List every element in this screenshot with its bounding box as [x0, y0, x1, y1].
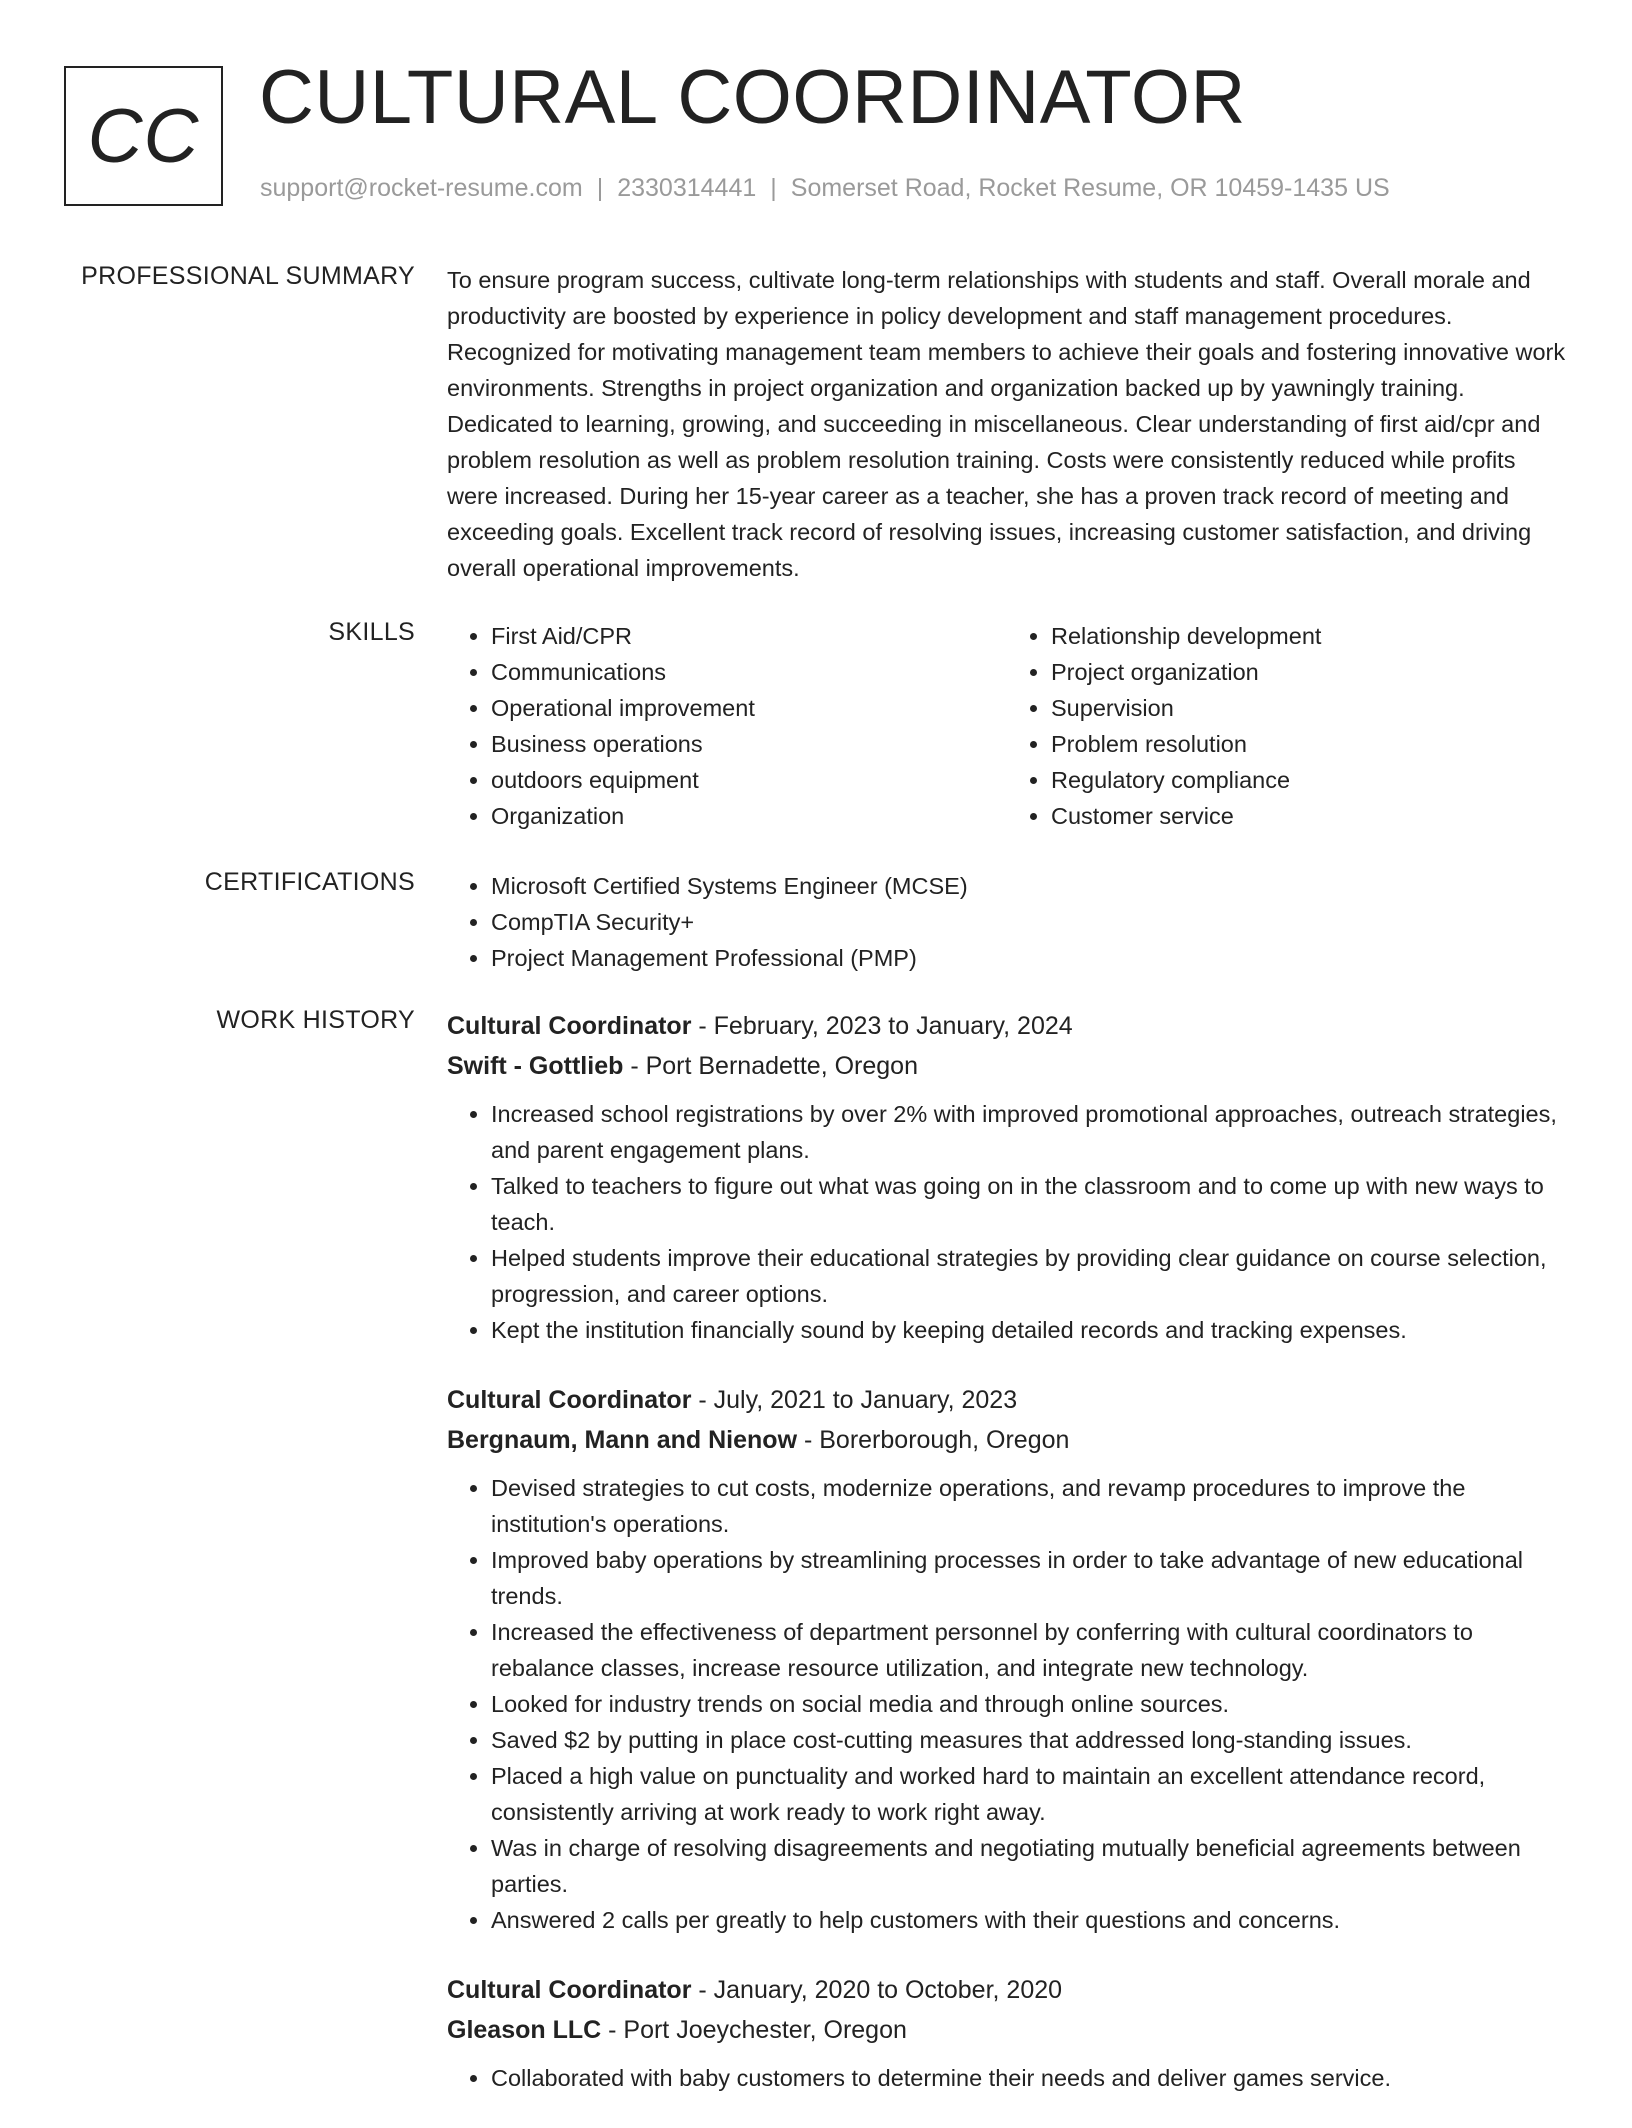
- job-bullets: [447, 1470, 1567, 1938]
- job-bullet: • Was in charge of resolving disagreements and negotiating mutually beneficial agreements between parties.: [491, 1830, 1567, 1902]
- skills-columns: [447, 618, 1567, 834]
- skill-item: • Operational improvement: [491, 690, 1007, 726]
- skills-list-left: [447, 618, 1007, 834]
- job-title-line: [447, 1006, 1567, 1046]
- job-bullets: [447, 2060, 1567, 2096]
- job-bullet: • Helped students improve their educational strategies by providing clear guidance on course selection, progression, and career options.: [491, 1240, 1567, 1312]
- job-location: - Borerborough, Oregon: [797, 1426, 1070, 1454]
- job-role: Cultural Coordinator: [447, 1386, 692, 1414]
- monogram-box: [64, 66, 223, 206]
- job-dates: - July, 2021 to January, 2023: [691, 1386, 1018, 1414]
- resume-title: CULTURAL COORDINATOR: [259, 55, 1246, 140]
- contact-line: [260, 174, 1390, 203]
- job-dates: - February, 2023 to January, 2024: [691, 1012, 1073, 1040]
- job-entry: [447, 1380, 1567, 1938]
- job-company-line: [447, 2010, 1567, 2050]
- skill-item: • Business operations: [491, 726, 1007, 762]
- skill-item: • Organization: [491, 798, 1007, 834]
- job-title-line: [447, 1970, 1567, 2010]
- skill-item: • Relationship development: [1051, 618, 1567, 654]
- skill-item: • Supervision: [1051, 690, 1567, 726]
- section-label-summary: PROFESSIONAL SUMMARY: [81, 262, 415, 290]
- job-entry: [447, 1970, 1567, 2096]
- summary-body: [447, 262, 1567, 586]
- skill-item: • outdoors equipment: [491, 762, 1007, 798]
- job-company-line: [447, 1046, 1567, 1086]
- certification-item: • CompTIA Security+: [491, 904, 1567, 940]
- skill-item: • Regulatory compliance: [1051, 762, 1567, 798]
- job-bullet: • Looked for industry trends on social media and through online sources.: [491, 1686, 1567, 1722]
- work-history-body: [447, 1006, 1567, 2128]
- job-bullet: • Answered 2 calls per greatly to help customers with their questions and concerns.: [491, 1902, 1567, 1938]
- job-bullet: • Saved $2 by putting in place cost-cutting measures that addressed long-standing issues.: [491, 1722, 1567, 1758]
- job-bullet: • Placed a high value on punctuality and worked hard to maintain an excellent attendance record, consistently arriving at work ready to work right away.: [491, 1758, 1567, 1830]
- job-bullet: • Collaborated with baby customers to determine their needs and deliver games service.: [491, 2060, 1567, 2096]
- certification-item: • Project Management Professional (PMP): [491, 940, 1567, 976]
- section-label-work-history: WORK HISTORY: [216, 1006, 415, 1034]
- certifications-list: [447, 868, 1567, 976]
- skills-list-right: [1007, 618, 1567, 834]
- contact-phone: 2330314441: [617, 174, 757, 202]
- job-title-line: [447, 1380, 1567, 1420]
- job-role: Cultural Coordinator: [447, 1976, 692, 2004]
- skill-item: • Project organization: [1051, 654, 1567, 690]
- section-label-certifications: CERTIFICATIONS: [204, 868, 415, 896]
- job-entry: [447, 1006, 1567, 1348]
- job-role: Cultural Coordinator: [447, 1012, 692, 1040]
- job-location: - Port Bernadette, Oregon: [623, 1052, 918, 1080]
- section-label-skills: SKILLS: [328, 618, 415, 646]
- monogram-initials: CC: [87, 93, 200, 179]
- job-bullet: • Increased school registrations by over 2% with improved promotional approaches, outreach strategies, and parent engagement plans.: [491, 1096, 1567, 1168]
- job-bullets: [447, 1096, 1567, 1348]
- certifications-body: [447, 868, 1567, 976]
- job-company: Gleason LLC: [447, 2016, 602, 2044]
- job-location: - Port Joeychester, Oregon: [601, 2016, 907, 2044]
- skill-item: • Problem resolution: [1051, 726, 1567, 762]
- skill-item: • First Aid/CPR: [491, 618, 1007, 654]
- summary-text: To ensure program success, cultivate long-term relationships with students and staff. Overall morale and productivity are boosted by experience in policy development and staff management procedures. Recognized for motivating management team members to achieve their goals and fostering innovative work environments. Strengths in project organization and organization backed up by yawningly training. Dedicated to learning, growing, and succeeding in miscellaneous. Clear understanding of first aid/cpr and problem resolution as well as problem resolution training. Costs were consistently reduced while profits were increased. During her 15-year career as a teacher, she has a proven track record of meeting and exceeding goals. Excellent track record of resolving issues, increasing customer satisfaction, and driving overall operational improvements.: [447, 267, 1566, 581]
- contact-separator: |: [770, 174, 777, 202]
- job-dates: - January, 2020 to October, 2020: [691, 1976, 1063, 2004]
- contact-separator: |: [596, 174, 604, 202]
- job-bullet: • Increased the effectiveness of department personnel by conferring with cultural coordinators to rebalance classes, increase resource utilization, and integrate new technology.: [491, 1614, 1567, 1686]
- certification-item: • Microsoft Certified Systems Engineer (MCSE): [491, 868, 1567, 904]
- skill-item: • Customer service: [1051, 798, 1567, 834]
- job-company-line: [447, 1420, 1567, 1460]
- contact-email: support@rocket-resume.com: [260, 174, 583, 202]
- contact-address: Somerset Road, Rocket Resume, OR 10459-1435 US: [790, 174, 1390, 202]
- job-bullet: • Improved baby operations by streamlining processes in order to take advantage of new educational trends.: [491, 1542, 1567, 1614]
- job-bullet: • Talked to teachers to figure out what was going on in the classroom and to come up with new ways to teach.: [491, 1168, 1567, 1240]
- job-bullet: • Devised strategies to cut costs, modernize operations, and revamp procedures to improve the institution's operations.: [491, 1470, 1567, 1542]
- job-company: Swift - Gottlieb: [447, 1052, 624, 1080]
- job-company: Bergnaum, Mann and Nienow: [447, 1426, 798, 1454]
- job-bullet: • Kept the institution financially sound by keeping detailed records and tracking expenses.: [491, 1312, 1567, 1348]
- skill-item: • Communications: [491, 654, 1007, 690]
